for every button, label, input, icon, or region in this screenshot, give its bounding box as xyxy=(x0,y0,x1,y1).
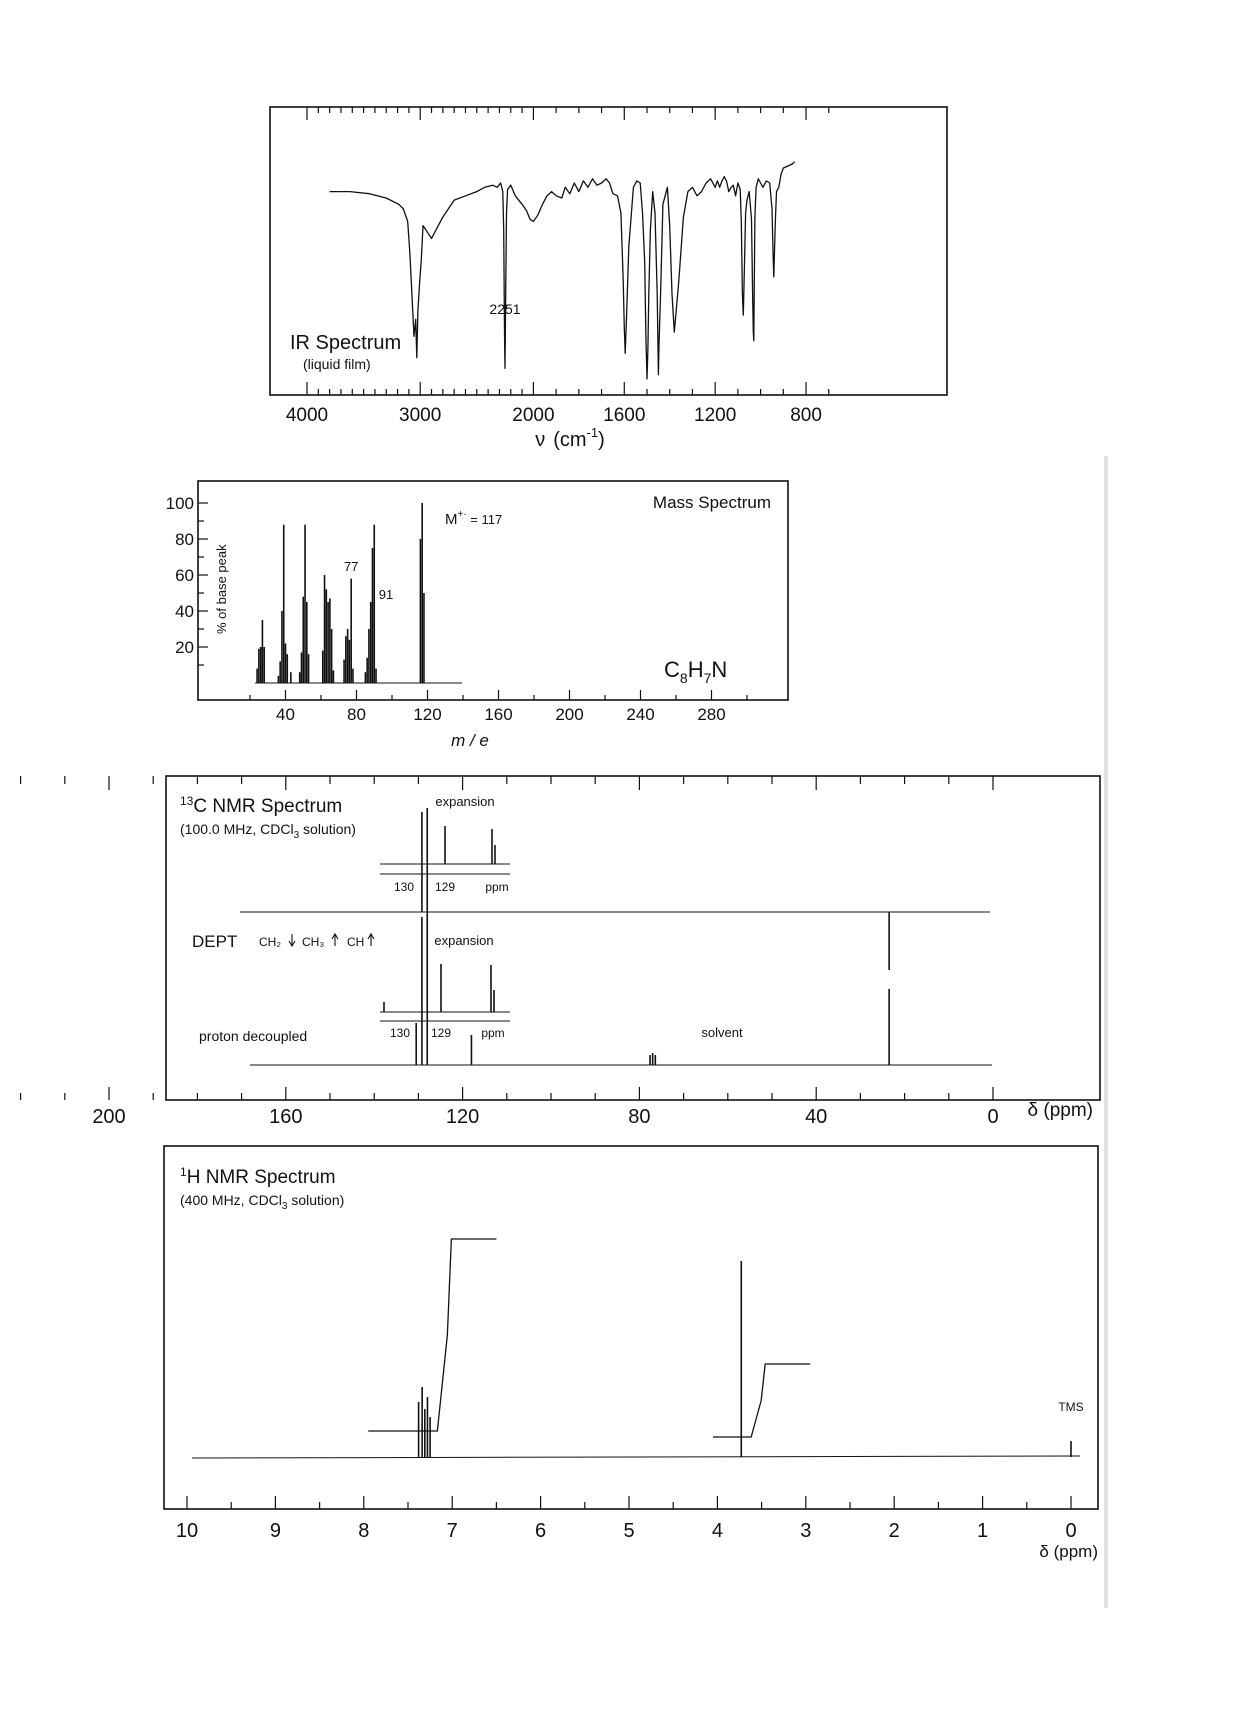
h1-tick-label: 5 xyxy=(623,1520,635,1542)
ms-y-tick-label: 80 xyxy=(175,530,194,549)
c13-dept-ch3: CH₃ xyxy=(302,935,325,949)
ms-x-axis-label: m / e xyxy=(451,731,489,750)
ir-annotation-2251: 2251 xyxy=(489,301,521,317)
c13-tick-labels xyxy=(92,1106,998,1128)
ms-x-tick-label: 80 xyxy=(347,705,366,724)
ir-tick-labels xyxy=(286,405,822,426)
ms-y-tick-labels xyxy=(166,494,194,657)
c13-expansion-bottom-tick-129: 129 xyxy=(430,1026,452,1040)
h1-panel xyxy=(164,1146,1098,1561)
h1-peaks xyxy=(419,1261,1071,1457)
ms-x-tick-label: 200 xyxy=(555,705,584,724)
c13-x-axis-label: δ (ppm) xyxy=(1027,1100,1093,1121)
ms-x-tick-label: 240 xyxy=(626,705,655,724)
ms-title: Mass Spectrum xyxy=(652,493,771,512)
c13-top-tick-marks xyxy=(0,776,993,790)
c13-dept-ch: CH xyxy=(347,935,365,949)
c13-bottom-tick-marks xyxy=(0,1087,993,1100)
h1-tick-label: 7 xyxy=(446,1520,458,1542)
ms-x-tick-labels xyxy=(276,705,726,724)
c13-tick-label: 200 xyxy=(92,1106,126,1128)
ir-tick-label: 2000 xyxy=(512,405,555,426)
ms-formula: $C_8H_7N$ xyxy=(664,657,728,686)
ir-title: IR Spectrum xyxy=(290,332,402,354)
c13-panel xyxy=(0,776,1100,1128)
h1-tick-label: 3 xyxy=(800,1520,812,1542)
c13-expansion-top-tick-ppm: ppm xyxy=(485,880,509,894)
ms-peak-bars xyxy=(257,503,424,683)
c13-expansion-label-top: expansion xyxy=(435,794,495,809)
ms-panel xyxy=(166,481,788,750)
ms-y-tick-label: 100 xyxy=(165,494,194,513)
h1-x-axis-label: δ (ppm) xyxy=(1039,1542,1098,1561)
h1-baseline xyxy=(192,1456,1080,1458)
ms-y-axis-label: % of base peak xyxy=(214,544,229,634)
ir-tick-label: 3000 xyxy=(399,405,442,426)
c13-expansion-top-tick-130: 130 xyxy=(393,880,415,894)
h1-tick-label: 2 xyxy=(888,1520,900,1542)
c13-expansion-top-tick-129: 129 xyxy=(434,880,456,894)
h1-integral-curves xyxy=(368,1239,810,1437)
ir-x-axis-label: ν $(cm^{-1})$ xyxy=(535,425,605,451)
ms-x-tick-label: 120 xyxy=(413,705,442,724)
ms-y-tick-label: 40 xyxy=(175,602,194,621)
h1-tick-labels xyxy=(176,1520,1077,1542)
ms-x-tick-label: 280 xyxy=(697,705,726,724)
ms-molecular-ion-label: M+· = 117 xyxy=(445,509,503,528)
c13-expansion-bottom-tick-ppm: ppm xyxy=(481,1026,505,1040)
h1-tick-label: 1 xyxy=(977,1520,989,1542)
c13-expansion-bottom-tick-130: 130 xyxy=(389,1026,411,1040)
ms-y-tick-label: 60 xyxy=(175,566,194,585)
c13-tick-label: 40 xyxy=(805,1106,828,1128)
c13-expansion-label-bottom: expansion xyxy=(434,933,494,948)
ir-panel xyxy=(270,107,947,451)
ms-y-tick-label: 20 xyxy=(175,638,194,657)
h1-tick-label: 8 xyxy=(358,1520,370,1542)
c13-tick-label: 80 xyxy=(628,1106,651,1128)
ir-tick-label: 800 xyxy=(790,405,822,426)
h1-subtitle: (400 MHz, CDCl$_3$ solution) xyxy=(180,1192,345,1212)
c13-tick-label: 0 xyxy=(987,1106,999,1128)
arrow-up-icon xyxy=(332,934,338,946)
ms-x-tick-label: 160 xyxy=(484,705,513,724)
ir-tick-label: 1200 xyxy=(694,405,737,426)
c13-expansion-bottom xyxy=(380,933,510,1040)
h1-integral xyxy=(713,1364,810,1437)
h1-title: $^1$H NMR Spectrum xyxy=(180,1165,336,1188)
ms-peak-label-91: 91 xyxy=(378,587,394,602)
c13-subtitle: (100.0 MHz, CDCl$_3$ solution) xyxy=(180,821,356,841)
ms-peak-label-77: 77 xyxy=(343,559,359,574)
c13-tick-label: 160 xyxy=(269,1106,303,1128)
ir-tick-label: 1600 xyxy=(603,405,646,426)
c13-dept-ch2: CH₂ xyxy=(259,935,281,949)
h1-tick-label: 6 xyxy=(535,1520,547,1542)
ir-subtitle: (liquid film) xyxy=(303,356,371,372)
c13-title: $^{13}$C NMR Spectrum xyxy=(180,794,343,817)
arrow-up-icon xyxy=(368,934,374,946)
h1-tick-label: 10 xyxy=(175,1520,199,1542)
h1-tick-label: 9 xyxy=(269,1520,281,1542)
ir-tick-label: 4000 xyxy=(285,405,329,426)
arrow-down-icon xyxy=(289,934,295,946)
c13-proton-decoupled-label: proton decoupled xyxy=(199,1028,308,1044)
h1-tick-label: 0 xyxy=(1065,1520,1077,1542)
ms-x-tick-marks xyxy=(250,690,747,700)
h1-tick-label: 4 xyxy=(711,1520,723,1542)
h1-tick-marks xyxy=(187,1496,1071,1509)
c13-dept-label: DEPT xyxy=(192,932,238,951)
h1-tms-label: TMS xyxy=(1058,1400,1084,1414)
c13-solvent-label: solvent xyxy=(701,1025,743,1040)
c13-expansion-top xyxy=(380,794,510,894)
c13-dept-legend xyxy=(192,932,374,951)
h1-integral xyxy=(368,1239,496,1431)
ms-x-tick-label: 40 xyxy=(276,705,295,724)
ms-y-tick-marks xyxy=(198,503,208,665)
c13-tick-label: 120 xyxy=(445,1106,480,1128)
